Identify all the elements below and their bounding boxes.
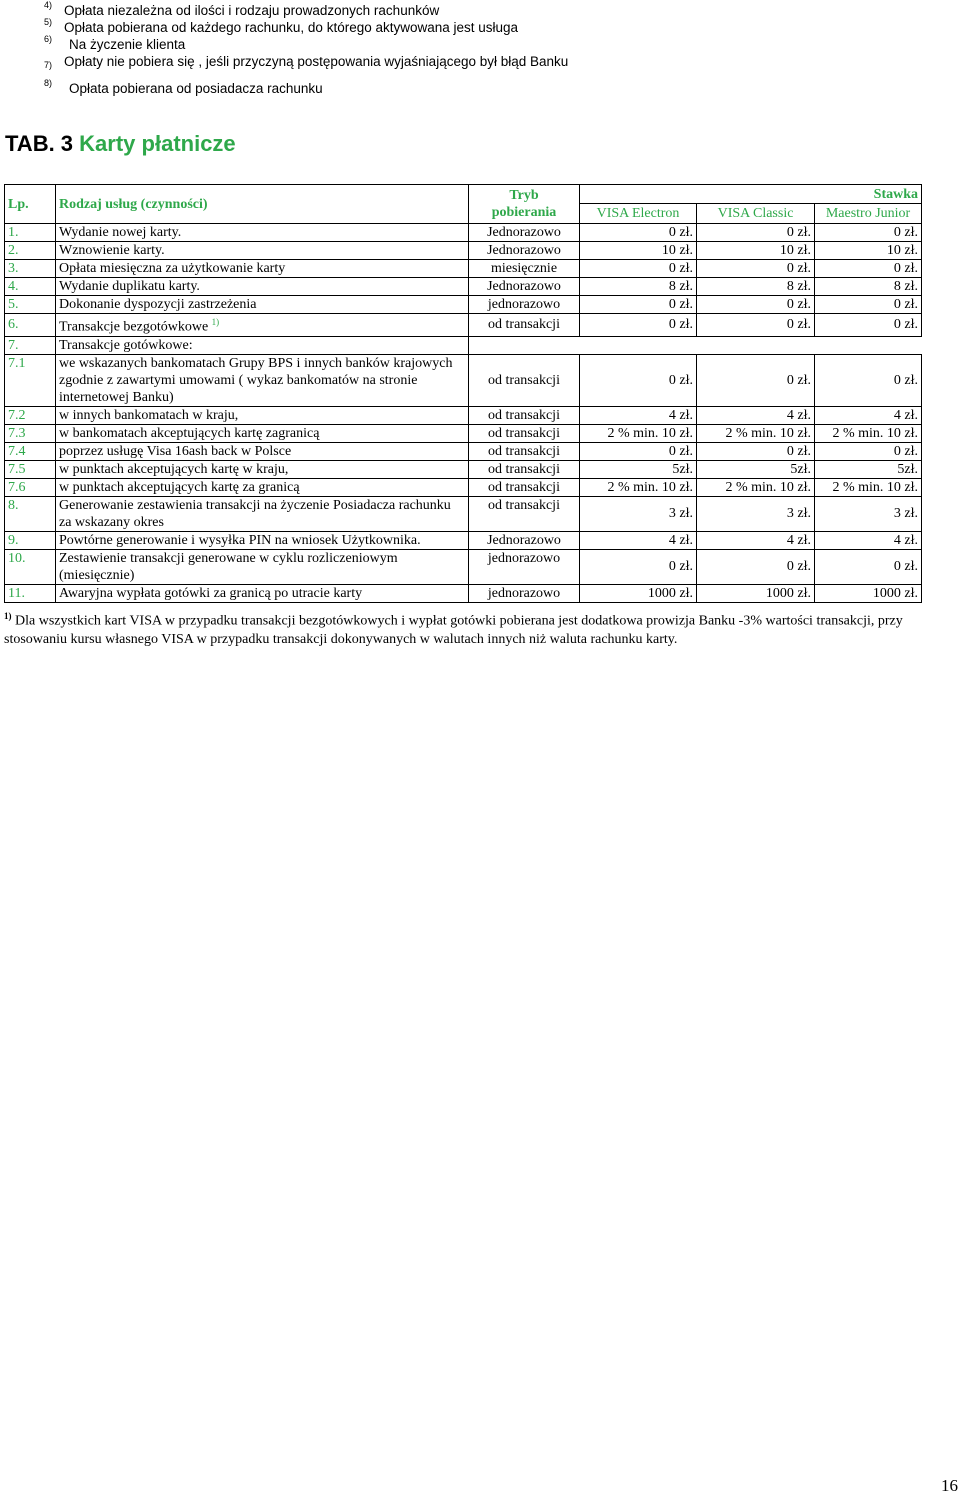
row-visa-classic: 0 zł. (697, 224, 815, 242)
row-maestro-junior: 4 zł. (815, 531, 922, 549)
table-row (5, 460, 922, 478)
row-lp: 10. (5, 549, 56, 584)
header-lp: Lp. (5, 185, 56, 224)
row-mode: od transakcji (469, 496, 580, 531)
row-maestro-junior: 4 zł. (815, 406, 922, 424)
row-mode: Jednorazowo (469, 278, 580, 296)
row-visa-electron: 0 zł. (580, 549, 697, 584)
row-visa-electron: 0 zł. (580, 260, 697, 278)
row-mode: od transakcji (469, 314, 580, 337)
page-number: 16 (941, 1476, 958, 1495)
row-lp: 7.3 (5, 424, 56, 442)
row-maestro-junior: 0 zł. (815, 260, 922, 278)
row-maestro-junior: 10 zł. (815, 242, 922, 260)
note-marker: 5) (44, 17, 53, 27)
row-mode: jednorazowo (469, 296, 580, 314)
card-fees-table (4, 184, 922, 603)
row-service: w punktach akceptujących kartę za granicą (56, 478, 469, 496)
table-row (5, 278, 922, 296)
row-mode: Jednorazowo (469, 224, 580, 242)
note-marker: 4) (44, 0, 53, 10)
row-lp: 4. (5, 278, 56, 296)
row-visa-classic: 3 zł. (697, 496, 815, 531)
row-service: Generowanie zestawienia transakcji na życzenie Posiadacza rachunku za wskazany okres (56, 496, 469, 531)
table-header-row (5, 185, 922, 204)
table-row (5, 336, 922, 354)
row-service: poprzez usługę Visa 16ash back w Polsce (56, 442, 469, 460)
row-mode: od transakcji (469, 406, 580, 424)
row-lp: 5. (5, 296, 56, 314)
footnote (4, 607, 944, 649)
row-lp: 7.1 (5, 354, 56, 406)
row-visa-classic: 0 zł. (697, 442, 815, 460)
row-visa-classic: 0 zł. (697, 260, 815, 278)
row-visa-classic: 10 zł. (697, 242, 815, 260)
note-8 (44, 80, 924, 97)
row-service-text: Transakcje bezgotówkowe (59, 319, 209, 335)
row-maestro-junior: 0 zł. (815, 314, 922, 337)
row-mode: od transakcji (469, 442, 580, 460)
row-visa-electron: 3 zł. (580, 496, 697, 531)
row-service: Wznowienie karty. (56, 242, 469, 260)
table-title-label: TAB. 3 (5, 131, 74, 156)
row-service: Zestawienie transakcji generowane w cyklu rozliczeniowym (miesięcznie) (56, 549, 469, 584)
note-text: Opłata niezależna od ilości i rodzaju prowadzonych rachunków (64, 3, 440, 18)
row-service: w bankomatach akceptujących kartę zagranicą (56, 424, 469, 442)
row-visa-electron: 5zł. (580, 460, 697, 478)
row-visa-electron: 10 zł. (580, 242, 697, 260)
row-lp: 7.5 (5, 460, 56, 478)
row-visa-classic: 2 % min. 10 zł. (697, 478, 815, 496)
footnote-marker: 1) (4, 611, 12, 621)
note-marker: 7) (44, 60, 53, 70)
row-mode: jednorazowo (469, 584, 580, 602)
row-maestro-junior: 0 zł. (815, 296, 922, 314)
table-title (5, 131, 236, 157)
table-title-name: Karty płatnicze (79, 131, 236, 156)
row-visa-classic: 1000 zł. (697, 584, 815, 602)
row-visa-classic: 5zł. (697, 460, 815, 478)
note-6 (44, 36, 924, 53)
row-lp: 9. (5, 531, 56, 549)
row-maestro-junior: 8 zł. (815, 278, 922, 296)
note-marker: 6) (44, 34, 53, 44)
row-mode: jednorazowo (469, 549, 580, 584)
row-visa-classic: 8 zł. (697, 278, 815, 296)
row-visa-classic: 0 zł. (697, 549, 815, 584)
row-visa-electron: 8 zł. (580, 278, 697, 296)
row-maestro-junior: 0 zł. (815, 354, 922, 406)
table-row (5, 496, 922, 531)
row-service: w innych bankomatach w kraju, (56, 406, 469, 424)
row-lp: 8. (5, 496, 56, 531)
row-visa-electron: 2 % min. 10 zł. (580, 424, 697, 442)
note-5 (44, 19, 924, 36)
row-visa-electron: 4 zł. (580, 406, 697, 424)
row-service: Opłata miesięczna za użytkowanie karty (56, 260, 469, 278)
header-mode (469, 185, 580, 224)
row-service: we wskazanych bankomatach Grupy BPS i innych banków krajowych zgodnie z zawartymi umowami ( wykaz bankomatów na stronie internetowej Banku) (56, 354, 469, 406)
row-empty (469, 336, 922, 354)
table-row (5, 314, 922, 337)
row-visa-classic: 0 zł. (697, 314, 815, 337)
note-text: Opłata pobierana od posiadacza rachunku (69, 81, 323, 96)
row-lp: 7.4 (5, 442, 56, 460)
table-row (5, 224, 922, 242)
row-service: Wydanie nowej karty. (56, 224, 469, 242)
row-visa-electron: 0 zł. (580, 442, 697, 460)
row-visa-classic: 0 zł. (697, 296, 815, 314)
row-visa-electron: 4 zł. (580, 531, 697, 549)
row-lp: 7.2 (5, 406, 56, 424)
table-row (5, 242, 922, 260)
row-visa-classic: 0 zł. (697, 354, 815, 406)
footnote-text: Dla wszystkich kart VISA w przypadku transakcji bezgotówkowych i wypłat gotówki pobierana jest dodatkowa prowizja Banku -3% wartości transakcji, przy stosowaniu kursu własnego VISA w przypadku transakcji dokonywanych w walutach innych niż waluta rachunku karty. (4, 613, 903, 647)
header-visa-electron: VISA Electron (580, 204, 697, 224)
notes-list (44, 2, 924, 97)
row-service (56, 314, 469, 337)
note-marker: 8) (44, 78, 53, 88)
table-row (5, 296, 922, 314)
row-mode: od transakcji (469, 460, 580, 478)
header-rate: Stawka (580, 185, 922, 204)
table-row (5, 478, 922, 496)
row-maestro-junior: 3 zł. (815, 496, 922, 531)
row-service: Wydanie duplikatu karty. (56, 278, 469, 296)
row-lp: 6. (5, 314, 56, 337)
row-mode: od transakcji (469, 424, 580, 442)
row-visa-electron: 2 % min. 10 zł. (580, 478, 697, 496)
row-visa-electron: 0 zł. (580, 314, 697, 337)
note-4 (44, 2, 924, 19)
row-mode: miesięcznie (469, 260, 580, 278)
row-mode: od transakcji (469, 478, 580, 496)
row-maestro-junior: 0 zł. (815, 224, 922, 242)
header-service: Rodzaj usług (czynności) (56, 185, 469, 224)
row-lp: 7. (5, 336, 56, 354)
header-mode-line2: pobierania (491, 205, 557, 220)
row-service: Awaryjna wypłata gotówki za granicą po utracie karty (56, 584, 469, 602)
row-mode: Jednorazowo (469, 531, 580, 549)
note-7 (44, 53, 924, 70)
row-maestro-junior: 0 zł. (815, 549, 922, 584)
note-text: Opłata pobierana od każdego rachunku, do którego aktywowana jest usługa (64, 20, 519, 35)
footnote-ref: 1) (211, 317, 220, 327)
row-lp: 1. (5, 224, 56, 242)
row-visa-electron: 0 zł. (580, 296, 697, 314)
row-lp: 3. (5, 260, 56, 278)
header-mode-line1: Tryb (509, 188, 539, 203)
header-maestro-junior: Maestro Junior (815, 204, 922, 224)
row-service: w punktach akceptujących kartę w kraju, (56, 460, 469, 478)
row-maestro-junior: 1000 zł. (815, 584, 922, 602)
row-visa-classic: 4 zł. (697, 531, 815, 549)
row-lp: 2. (5, 242, 56, 260)
row-mode: Jednorazowo (469, 242, 580, 260)
row-visa-electron: 1000 zł. (580, 584, 697, 602)
note-text: Na życzenie klienta (69, 37, 186, 52)
table-row (5, 260, 922, 278)
row-lp: 11. (5, 584, 56, 602)
row-visa-electron: 0 zł. (580, 354, 697, 406)
table-row (5, 406, 922, 424)
table-row (5, 531, 922, 549)
row-maestro-junior: 2 % min. 10 zł. (815, 478, 922, 496)
row-service: Transakcje gotówkowe: (56, 336, 469, 354)
row-lp: 7.6 (5, 478, 56, 496)
row-maestro-junior: 2 % min. 10 zł. (815, 424, 922, 442)
row-mode: od transakcji (469, 354, 580, 406)
row-maestro-junior: 0 zł. (815, 442, 922, 460)
row-maestro-junior: 5zł. (815, 460, 922, 478)
table-row (5, 549, 922, 584)
table-row (5, 424, 922, 442)
row-visa-classic: 4 zł. (697, 406, 815, 424)
row-service: Powtórne generowanie i wysyłka PIN na wniosek Użytkownika. (56, 531, 469, 549)
header-visa-classic: VISA Classic (697, 204, 815, 224)
table-row (5, 442, 922, 460)
table-row (5, 354, 922, 406)
row-visa-electron: 0 zł. (580, 224, 697, 242)
table-row (5, 584, 922, 602)
note-text: Opłaty nie pobiera się , jeśli przyczyną postępowania wyjaśniającego był błąd Banku (64, 54, 569, 69)
row-service: Dokonanie dyspozycji zastrzeżenia (56, 296, 469, 314)
row-visa-classic: 2 % min. 10 zł. (697, 424, 815, 442)
